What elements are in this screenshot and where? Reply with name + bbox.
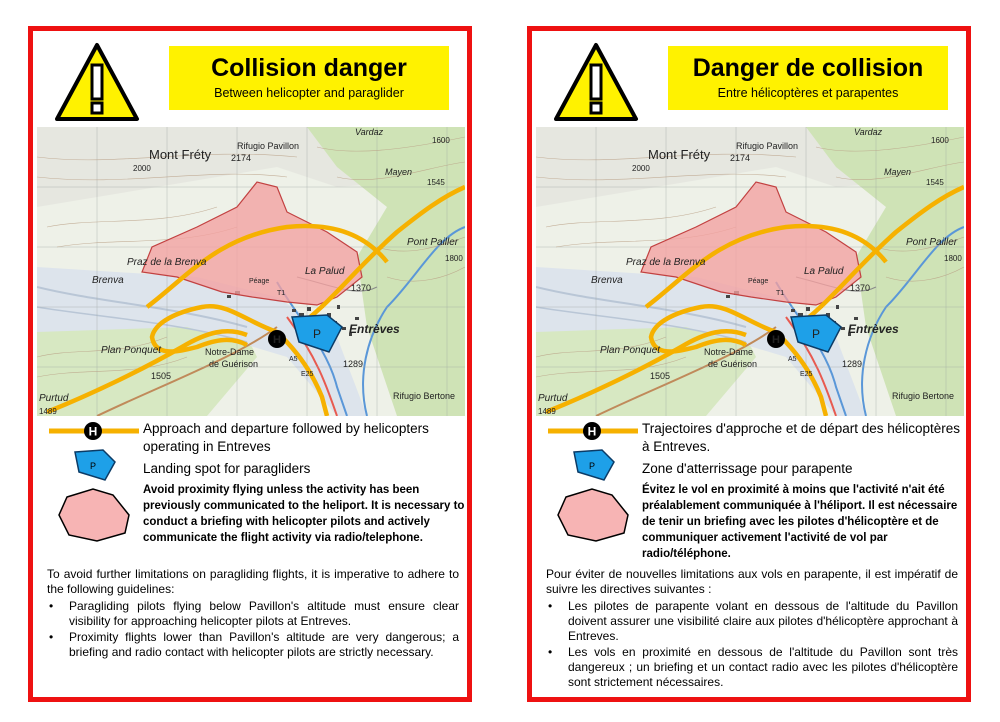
map-label-alt-1489: 1489: [39, 407, 57, 416]
guideline-text: Proximity flights lower than Pavillon's altitude are very dangerous; a briefing and radio contact with helicopter pilots are strictly necessary.: [69, 630, 459, 659]
map-label-alt-1505: 1505: [650, 371, 671, 381]
guidelines: [47, 567, 459, 660]
map-label-pont-pailler: Pont Pailler: [906, 237, 958, 248]
map-label-la-palud: La Palud: [804, 266, 844, 277]
map-label-la-palud: La Palud: [305, 266, 345, 277]
map-label-notre-dame: Notre-Dame: [704, 347, 754, 357]
guideline-item: • Les vols en proximité en dessous de l'altitude du Pavillon sont très dangereux ; un briefing et un contact radio avec les pilotes d'hélicoptère sont strictement nécessaires.: [548, 645, 958, 689]
legend-zone-text: Évitez le vol en proximité à moins que l'activité n'ait été préalablement communiquée à l'héliport. Il est nécessaire de tenir un briefing avec les pilotes d'hélicoptère et de communiquer activement l'activité de vol par radio/téléphone.: [642, 484, 958, 560]
legend-route-text: Trajectoires d'approche et de départ des hélicoptères à Entreves.: [642, 421, 961, 454]
map-label-de-guerison: de Guérison: [209, 359, 259, 369]
map-label-peage: Péage: [748, 278, 769, 285]
topographic-map: [536, 127, 964, 416]
map-label-vardaz: Vardaz: [355, 127, 384, 137]
guideline-text: Les vols en proximité en dessous de l'altitude du Pavillon sont très dangereux ; un briefing et un contact radio avec les pilotes d'hélicoptère sont strictement nécessaires.: [568, 645, 958, 689]
map-label-mont-frety: Mont Fréty: [648, 147, 711, 162]
warning-icon: [53, 41, 141, 123]
map-label-notre-dame: Notre-Dame: [205, 347, 255, 357]
heliport-symbol: H: [273, 334, 281, 346]
title-banner: [169, 46, 449, 110]
map-label-alt-1370: 1370: [850, 283, 871, 293]
legend-landing-text: Zone d'atterrissage pour parapente: [642, 461, 853, 476]
map-label-t1: T1: [277, 290, 286, 297]
map-label-a5: A5: [289, 356, 298, 363]
warning-icon: [552, 41, 640, 123]
page-title: Danger de collision: [692, 54, 924, 82]
map-label-mayen: Mayen: [884, 167, 912, 177]
map-label-rifugio-pavillon: Rifugio Pavillon: [736, 141, 799, 151]
title-banner: [668, 46, 948, 110]
map-label-alt-1289: 1289: [842, 359, 863, 369]
map-label-plan-ponquet: Plan Ponquet: [600, 345, 661, 356]
map-label-peage: Péage: [249, 278, 270, 285]
legend-parking-symbol: P: [588, 461, 596, 471]
guidelines-list: [546, 599, 958, 690]
map-label-alt-1545: 1545: [926, 178, 944, 187]
legend-heliport-symbol: H: [88, 424, 98, 439]
map-label-alt-1289: 1289: [343, 359, 364, 369]
legend-zone-text: Avoid proximity flying unless the activity has been previously communicated to the heliport. It is necessary to conduct a briefing with helicopter pilots and actively communicate the flight activity via radio/telephone.: [143, 484, 465, 544]
guideline-item: • Paragliding pilots flying below Pavillon's altitude must ensure clear visibility for approaching helicopter pilots at Entreves.: [49, 599, 459, 628]
heliport-symbol: H: [772, 334, 780, 346]
parking-symbol: P: [312, 327, 322, 341]
map-label-vardaz: Vardaz: [854, 127, 883, 137]
map-label-mont-frety: Mont Fréty: [149, 147, 212, 162]
guideline-item: • Les pilotes de parapente volant en dessous de l'altitude du Pavillon doivent assurer une visibilité claire aux pilotes d'hélicoptère approchant à Entreves.: [548, 599, 958, 643]
map-label-brenva: Brenva: [92, 275, 124, 286]
map-label-alt-1505: 1505: [151, 371, 172, 381]
map-label-purtud: Purtud: [538, 393, 568, 404]
legend-landing-text: Landing spot for paragliders: [143, 461, 311, 476]
page-subtitle: Entre hélicoptères et parapentes: [717, 86, 899, 100]
map-label-t1: T1: [776, 290, 785, 297]
map-label-praz-de-la-brenva: Praz de la Brenva: [626, 257, 706, 268]
guideline-text: Les pilotes de parapente volant en dessous de l'altitude du Pavillon doivent assurer une visibilité claire aux pilotes d'hélicoptère approchant à Entreves.: [568, 599, 958, 643]
helicopter-route-icon: [548, 420, 638, 442]
map-label-e25: E25: [800, 371, 813, 378]
map-label-alt-1600: 1600: [432, 136, 450, 145]
map-label-alt-2174: 2174: [231, 153, 252, 163]
guidelines-list: [47, 599, 459, 660]
poster-english: [28, 26, 472, 702]
guideline-item: • Proximity flights lower than Pavillon's altitude are very dangerous; a briefing and radio contact with helicopter pilots are strictly necessary.: [49, 630, 459, 659]
map-label-alt-2000: 2000: [632, 164, 650, 173]
legend-parking-symbol: P: [89, 461, 97, 471]
map-label-alt-1600: 1600: [931, 136, 949, 145]
paraglider-landing-icon: [570, 448, 618, 484]
map-label-a5: A5: [788, 356, 797, 363]
map-label-alt-1545: 1545: [427, 178, 445, 187]
map-label-de-guerison: de Guérison: [708, 359, 758, 369]
parking-symbol: P: [811, 327, 821, 341]
map-label-brenva: Brenva: [591, 275, 623, 286]
map-label-rifugio-bertone: Rifugio Bertone: [393, 391, 456, 401]
map-label-alt-1370: 1370: [351, 283, 372, 293]
guidelines: [546, 567, 958, 690]
page-subtitle: Between helicopter and paraglider: [214, 86, 404, 100]
page-title: Collision danger: [211, 54, 407, 82]
map-label-alt-1800: 1800: [944, 254, 962, 263]
topographic-map: [37, 127, 465, 416]
map-label-entreves: Entrèves: [349, 322, 400, 336]
danger-zone-icon: [57, 485, 133, 543]
guidelines-intro: Pour éviter de nouvelles limitations aux vols en parapente, il est impératif de suivre les directives suivantes :: [546, 567, 958, 596]
map-label-alt-2000: 2000: [133, 164, 151, 173]
map-label-pont-pailler: Pont Pailler: [407, 237, 459, 248]
map-label-rifugio-bertone: Rifugio Bertone: [892, 391, 955, 401]
map-label-plan-ponquet: Plan Ponquet: [101, 345, 162, 356]
map-label-e25: E25: [301, 371, 314, 378]
poster-french: [527, 26, 971, 702]
map-label-purtud: Purtud: [39, 393, 69, 404]
guidelines-intro: To avoid further limitations on paragliding flights, it is imperative to adhere to the following guidelines:: [47, 567, 459, 596]
map-label-alt-2174: 2174: [730, 153, 751, 163]
legend-heliport-symbol: H: [587, 424, 597, 439]
map-label-rifugio-pavillon: Rifugio Pavillon: [237, 141, 300, 151]
map-label-mayen: Mayen: [385, 167, 413, 177]
map-label-entreves: Entrèves: [848, 322, 899, 336]
map-label-alt-1489: 1489: [538, 407, 556, 416]
map-label-praz-de-la-brenva: Praz de la Brenva: [127, 257, 207, 268]
danger-zone-icon: [556, 485, 632, 543]
map-label-alt-1800: 1800: [445, 254, 463, 263]
guideline-text: Paragliding pilots flying below Pavillon's altitude must ensure clear visibility for approaching helicopter pilots at Entreves.: [69, 599, 459, 628]
legend-route-text: Approach and departure followed by helicopters operating in Entreves: [143, 421, 429, 454]
helicopter-route-icon: [49, 420, 139, 442]
paraglider-landing-icon: [71, 448, 119, 484]
